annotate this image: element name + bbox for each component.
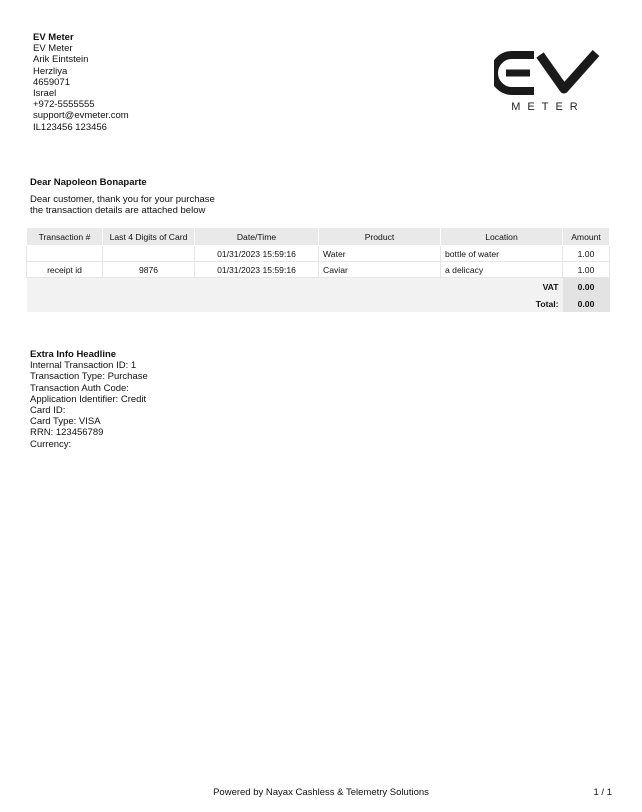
table-row <box>27 262 610 278</box>
extra-line: Card ID: <box>30 405 66 417</box>
logo-subtitle: METER <box>511 101 585 113</box>
header-card-digits: Last 4 Digits of Card <box>103 228 195 246</box>
extra-line: Transaction Auth Code: <box>30 382 129 394</box>
header-datetime: Date/Time <box>195 228 319 246</box>
greeting-line: Dear customer, thank you for your purchase <box>30 193 215 205</box>
header-amount: Amount <box>563 228 610 246</box>
company-line: +972-5555555 <box>33 99 95 111</box>
header-product: Product <box>319 228 441 246</box>
cell-amount: 1.00 <box>563 246 610 262</box>
cell-amount: 1.00 <box>563 262 610 278</box>
company-line: 4659071 <box>33 76 70 88</box>
company-line: EV Meter <box>33 43 73 55</box>
cell-card-digits <box>103 246 195 262</box>
extra-info <box>30 349 148 450</box>
salutation: Dear Napoleon Bonaparte <box>30 177 147 188</box>
company-line: IL123456 123456 <box>33 121 107 133</box>
footer-text: Powered by Nayax Cashless & Telemetry Solutions <box>213 787 429 798</box>
extra-line: Application Identifier: Credit <box>30 393 147 405</box>
extra-line: Transaction Type: Purchase <box>30 371 148 383</box>
header-transaction: Transaction # <box>27 228 103 246</box>
cell-datetime: 01/31/2023 15:59:16 <box>195 246 319 262</box>
header-location: Location <box>441 228 563 246</box>
cell-datetime: 01/31/2023 15:59:16 <box>195 262 319 278</box>
vat-value: 0.00 <box>563 278 610 296</box>
ev-meter-logo <box>494 49 602 119</box>
total-row <box>27 295 610 312</box>
cell-transaction: receipt id <box>27 262 103 278</box>
cell-card-digits: 9876 <box>103 262 195 278</box>
greeting <box>30 177 215 217</box>
extra-line: Card Type: VISA <box>30 416 101 428</box>
transactions-table <box>26 227 610 312</box>
greeting-line: the transaction details are attached below <box>30 205 206 216</box>
company-info <box>33 32 129 133</box>
cell-product: Caviar <box>319 262 441 278</box>
cell-location: a delicacy <box>441 262 563 278</box>
company-line: support@evmeter.com <box>33 110 129 122</box>
extra-line: Internal Transaction ID: 1 <box>30 360 137 372</box>
cell-product: Water <box>319 246 441 262</box>
extra-line: Currency: <box>30 438 72 450</box>
table-row <box>27 246 610 262</box>
extra-line: RRN: 123456789 <box>30 427 104 439</box>
vat-row <box>27 278 610 296</box>
company-heading: EV Meter <box>33 32 74 43</box>
ev-logo-mark <box>494 49 602 99</box>
company-line: Arik Eintstein <box>33 54 89 66</box>
cell-transaction <box>27 246 103 262</box>
table-header-row <box>27 228 610 246</box>
company-line: Israel <box>33 88 57 100</box>
cell-location: bottle of water <box>441 246 563 262</box>
total-value: 0.00 <box>563 295 610 312</box>
company-line: Herzliya <box>33 65 68 77</box>
vat-label: VAT <box>27 278 563 296</box>
page-number: 1 / 1 <box>593 787 612 798</box>
extra-headline: Extra Info Headline <box>30 349 117 360</box>
total-label: Total: <box>27 295 563 312</box>
